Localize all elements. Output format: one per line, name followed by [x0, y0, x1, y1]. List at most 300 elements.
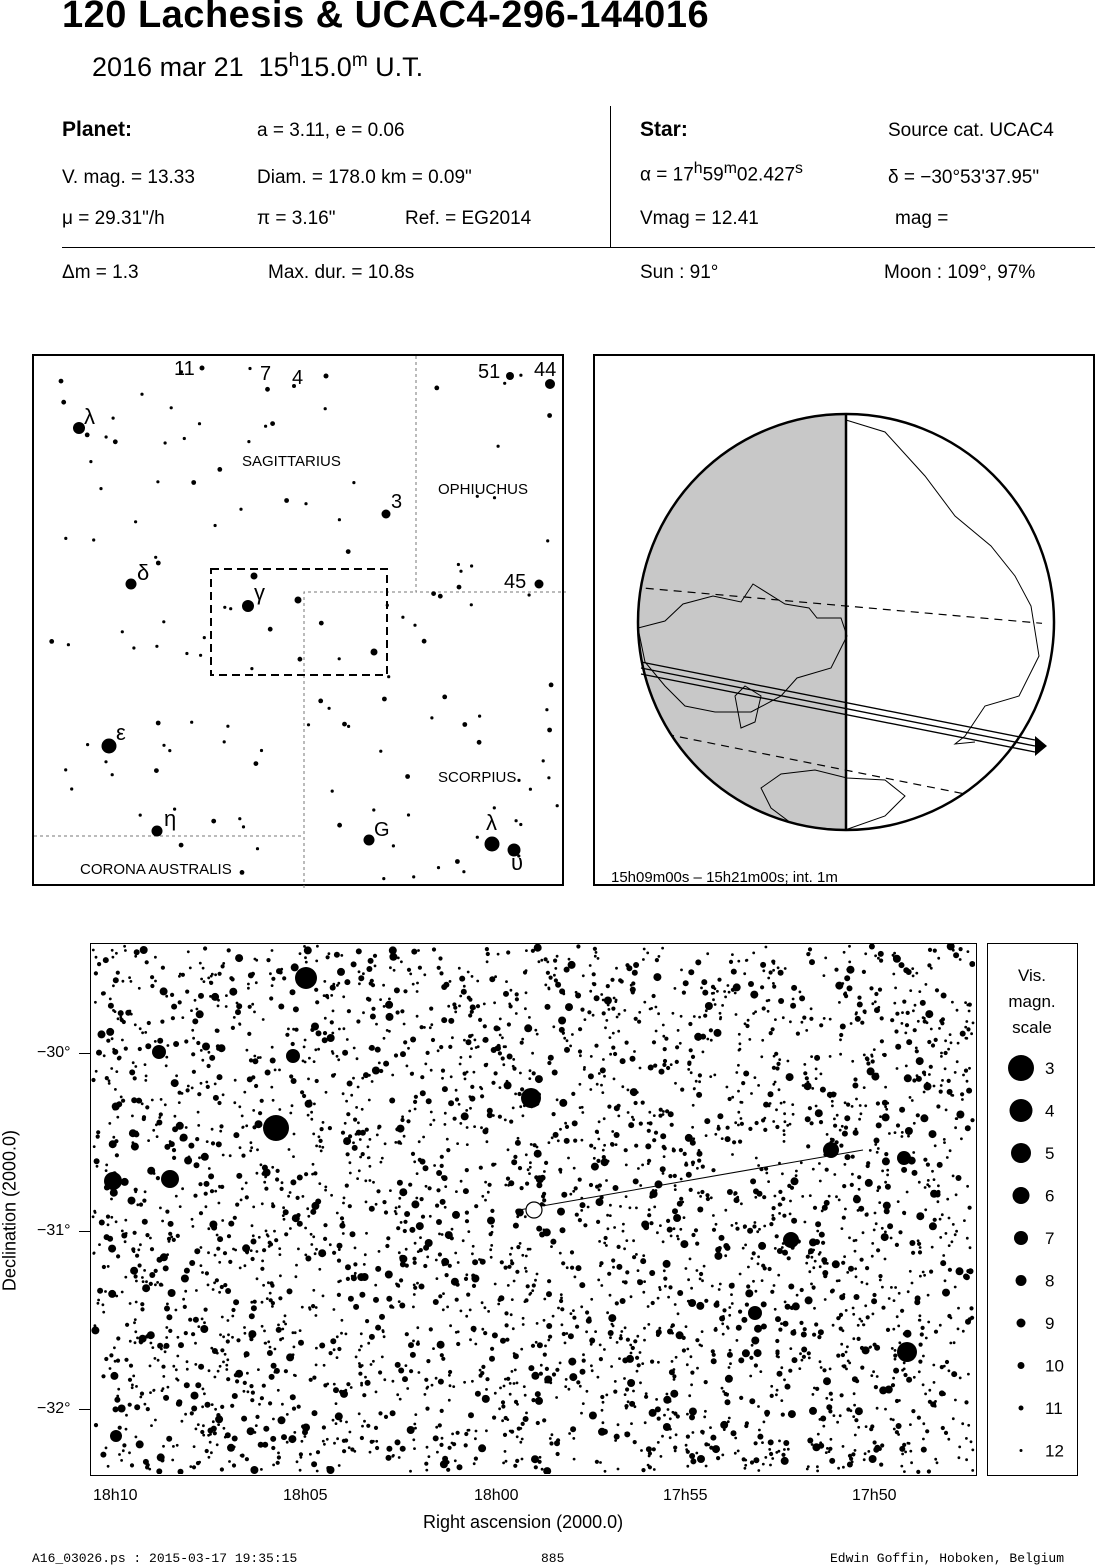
field-star	[412, 1340, 415, 1343]
field-star	[846, 1345, 849, 1348]
field-star	[789, 1213, 792, 1216]
field-star	[606, 984, 610, 988]
field-star	[899, 1107, 905, 1113]
field-star	[783, 1140, 786, 1143]
field-star	[675, 1045, 679, 1049]
field-star	[312, 1410, 318, 1416]
field-star	[525, 1153, 528, 1156]
finder-star	[485, 837, 500, 852]
field-star	[638, 1011, 641, 1014]
field-star	[405, 1332, 409, 1336]
field-star	[855, 1128, 858, 1131]
field-star	[248, 1330, 256, 1338]
finder-star	[260, 749, 263, 752]
field-star	[549, 1381, 552, 1384]
field-star	[710, 1039, 713, 1042]
bright-star	[152, 1045, 166, 1059]
field-star	[227, 1234, 231, 1238]
field-star	[715, 1223, 718, 1226]
field-star	[172, 1238, 176, 1242]
field-star	[149, 1391, 152, 1394]
field-star	[525, 969, 528, 972]
field-star	[270, 1086, 273, 1089]
field-star	[751, 1257, 754, 1260]
field-star	[572, 1316, 576, 1320]
field-star	[286, 1413, 289, 1416]
field-star	[728, 1314, 731, 1317]
field-star	[807, 1465, 810, 1468]
field-star	[160, 1098, 163, 1101]
field-star	[765, 946, 768, 949]
field-star	[197, 1111, 200, 1114]
field-star	[326, 1383, 329, 1386]
field-star	[459, 1122, 462, 1125]
field-star	[786, 1124, 789, 1127]
field-star	[181, 1016, 184, 1019]
field-star	[412, 1438, 415, 1441]
field-star	[460, 1310, 463, 1313]
field-star	[968, 1206, 972, 1210]
field-star	[247, 1390, 250, 1393]
field-star	[765, 1172, 768, 1175]
field-star	[886, 1328, 890, 1332]
field-star	[702, 990, 708, 996]
field-star	[632, 1118, 635, 1121]
field-star	[769, 970, 773, 974]
field-star	[314, 988, 318, 992]
field-star	[299, 1469, 302, 1472]
field-star	[499, 1387, 502, 1390]
field-star	[941, 1426, 945, 1430]
field-star	[181, 973, 185, 977]
field-star	[292, 1331, 295, 1334]
field-star	[499, 1086, 502, 1089]
field-star	[474, 1343, 477, 1346]
field-star	[448, 1399, 451, 1402]
field-star	[796, 1294, 799, 1297]
field-star	[437, 966, 441, 970]
field-star	[213, 1095, 219, 1101]
field-star	[211, 973, 214, 976]
field-star	[326, 955, 330, 959]
field-star	[819, 1023, 823, 1027]
field-star	[734, 992, 737, 995]
field-star	[249, 1313, 255, 1319]
finder-star	[401, 616, 404, 619]
field-star	[640, 1258, 646, 1264]
field-star	[869, 944, 875, 950]
field-star	[375, 1266, 381, 1272]
field-star	[866, 1164, 870, 1168]
field-star	[184, 1268, 190, 1274]
field-star	[873, 1440, 877, 1444]
field-star	[490, 1209, 494, 1213]
field-star	[124, 1276, 127, 1279]
field-star	[251, 1003, 254, 1006]
field-star	[100, 1452, 106, 1458]
field-star	[142, 1199, 146, 1203]
field-star	[619, 1205, 622, 1208]
field-star	[543, 1467, 551, 1474]
field-star	[403, 1229, 407, 1233]
field-star	[157, 1359, 160, 1362]
finder-chart	[32, 354, 564, 886]
field-star	[161, 1220, 164, 1223]
field-star	[540, 959, 543, 962]
field-star	[696, 1167, 699, 1170]
field-star	[721, 1454, 724, 1457]
field-star	[706, 952, 709, 955]
field-star	[824, 1298, 827, 1301]
field-star	[622, 1223, 625, 1226]
field-star	[364, 1376, 367, 1379]
field-star	[154, 1283, 157, 1286]
field-star	[251, 1239, 257, 1245]
field-star	[725, 1399, 731, 1405]
field-star	[349, 1161, 352, 1164]
field-star	[768, 1439, 774, 1445]
field-star	[942, 1254, 945, 1257]
field-star	[686, 1465, 689, 1468]
finder-star	[497, 445, 500, 448]
field-star	[943, 1138, 946, 1141]
field-star	[870, 1374, 873, 1377]
field-star	[689, 1048, 693, 1052]
field-star	[885, 1186, 888, 1189]
field-star	[643, 1224, 649, 1230]
field-star	[106, 1028, 114, 1036]
field-star	[738, 1310, 742, 1314]
field-star	[426, 1098, 432, 1104]
field-star	[699, 1344, 702, 1347]
bright-star	[521, 1088, 541, 1108]
field-star	[663, 1047, 667, 1051]
field-star	[134, 1318, 137, 1321]
finder-star	[154, 556, 157, 559]
field-star	[622, 1357, 628, 1363]
field-star	[559, 1362, 562, 1365]
field-star	[461, 989, 467, 995]
field-star	[966, 1269, 970, 1273]
field-star	[120, 1096, 123, 1099]
field-star	[692, 1104, 695, 1107]
field-star	[674, 1450, 677, 1453]
field-star	[550, 1239, 556, 1245]
field-star	[93, 1252, 96, 1255]
field-star	[271, 949, 274, 952]
field-star	[498, 1407, 501, 1410]
field-star	[969, 961, 975, 967]
field-star	[204, 1181, 210, 1187]
field-star	[918, 1181, 921, 1184]
field-star	[258, 1111, 262, 1115]
field-star	[564, 1385, 567, 1388]
finder-star	[307, 723, 310, 726]
field-star	[624, 1148, 628, 1152]
field-star	[375, 1047, 381, 1053]
field-star	[814, 1260, 817, 1263]
field-star	[860, 1366, 864, 1370]
field-star	[278, 1247, 281, 1250]
field-star	[341, 1131, 345, 1135]
field-star	[473, 1007, 476, 1010]
field-star	[842, 1131, 848, 1137]
field-star	[601, 1409, 604, 1412]
field-star	[231, 1315, 234, 1318]
field-star	[639, 1067, 642, 1070]
field-star	[783, 1440, 789, 1446]
field-star	[817, 1433, 820, 1436]
field-star	[668, 1285, 672, 1289]
field-star	[361, 1273, 369, 1281]
field-star	[118, 1405, 126, 1413]
field-star	[114, 1360, 117, 1363]
field-star	[596, 1220, 600, 1224]
field-star	[91, 1326, 99, 1334]
legend-label-mag-10: 10	[1045, 1356, 1064, 1376]
field-star	[895, 1430, 899, 1434]
field-star	[370, 1440, 374, 1444]
globe-time-caption: 15h09m00s – 15h21m00s; int. 1m	[611, 869, 838, 886]
field-star	[269, 1374, 275, 1380]
field-star	[438, 1423, 442, 1427]
finder-star	[337, 823, 342, 828]
field-star	[701, 1165, 705, 1169]
field-star	[533, 1143, 537, 1147]
field-star	[356, 948, 362, 954]
field-star	[869, 1346, 872, 1349]
field-star	[323, 1443, 326, 1446]
field-star	[214, 1408, 217, 1411]
field-star	[227, 948, 231, 952]
field-star	[755, 1121, 759, 1125]
field-star	[513, 1280, 516, 1283]
field-star	[647, 1122, 650, 1125]
field-star	[435, 1204, 439, 1208]
field-star	[804, 1082, 812, 1090]
field-star	[319, 1139, 323, 1143]
field-star	[912, 1151, 915, 1154]
field-star	[441, 1233, 444, 1236]
field-star	[198, 1461, 201, 1464]
field-star	[630, 1352, 633, 1355]
field-star	[316, 1030, 322, 1036]
field-star	[658, 955, 661, 958]
field-star	[530, 1143, 533, 1146]
field-star	[859, 1318, 862, 1321]
field-star	[519, 1242, 522, 1245]
field-star	[756, 1230, 759, 1233]
field-star	[941, 993, 947, 999]
field-star	[516, 1403, 519, 1406]
field-star	[451, 1228, 454, 1231]
field-star	[885, 1108, 888, 1111]
field-star	[937, 1200, 940, 1203]
finder-star	[342, 722, 347, 727]
star-mag: mag =	[895, 208, 949, 229]
finder-star	[422, 639, 427, 644]
field-star	[557, 1307, 560, 1310]
field-star	[881, 1306, 885, 1310]
field-star	[688, 1022, 692, 1026]
field-star	[731, 1153, 734, 1156]
field-star	[819, 1120, 823, 1124]
field-star	[801, 1359, 804, 1362]
finder-star	[70, 787, 73, 790]
field-star	[746, 959, 749, 962]
field-star	[778, 1058, 781, 1061]
field-star	[757, 1255, 760, 1258]
field-star	[691, 1126, 694, 1129]
field-star	[534, 1150, 542, 1158]
finder-star	[517, 779, 520, 782]
field-star	[823, 1017, 826, 1020]
field-star	[712, 998, 715, 1001]
field-star	[441, 1175, 445, 1179]
field-star	[769, 1222, 773, 1226]
field-star	[663, 1396, 671, 1404]
field-star	[970, 1118, 974, 1122]
field-star	[623, 1009, 626, 1012]
field-star	[450, 1075, 453, 1078]
field-star	[357, 1121, 360, 1124]
field-star	[350, 1231, 356, 1237]
field-star	[515, 1140, 521, 1146]
field-star	[767, 1010, 770, 1013]
field-star	[528, 1077, 531, 1080]
field-star	[620, 1298, 626, 1304]
field-star	[171, 1079, 179, 1087]
max-duration: Max. dur. = 10.8s	[268, 262, 415, 283]
field-star	[784, 1301, 787, 1304]
field-star	[953, 1341, 956, 1344]
field-star	[748, 1127, 752, 1131]
field-star	[365, 1128, 368, 1131]
field-star	[747, 1228, 753, 1234]
field-star	[342, 1449, 346, 1453]
field-star	[750, 1178, 756, 1184]
field-star	[945, 1109, 948, 1112]
field-star	[907, 1290, 910, 1293]
field-star	[960, 1092, 964, 1096]
field-star	[113, 1346, 116, 1349]
field-star	[394, 1141, 397, 1144]
field-star	[150, 1247, 154, 1251]
field-star	[971, 1469, 974, 1472]
field-star	[449, 1324, 452, 1327]
field-star	[358, 1412, 361, 1415]
field-star	[151, 1346, 154, 1349]
field-star	[548, 1055, 554, 1061]
field-star	[860, 1021, 864, 1025]
field-star	[857, 1324, 860, 1327]
field-star	[230, 1404, 234, 1408]
field-star	[500, 1260, 504, 1264]
finder-star	[247, 440, 250, 443]
field-star	[754, 1010, 757, 1013]
field-star	[723, 990, 726, 993]
field-star	[194, 1363, 197, 1366]
field-star	[113, 1406, 119, 1412]
finder-star	[256, 847, 259, 850]
field-star	[367, 1157, 370, 1160]
field-star	[202, 1388, 205, 1391]
field-star	[245, 1182, 248, 1185]
field-star	[757, 1262, 760, 1265]
field-star	[220, 1467, 224, 1471]
field-star	[529, 1292, 532, 1295]
field-star	[336, 1212, 339, 1215]
field-star	[226, 1377, 230, 1381]
finder-star	[547, 728, 552, 733]
field-star	[132, 1375, 135, 1378]
field-star	[608, 1330, 614, 1336]
field-star	[524, 1298, 528, 1302]
field-star	[458, 1103, 461, 1106]
field-star	[594, 955, 597, 958]
field-star	[625, 1041, 629, 1045]
field-star	[255, 1415, 259, 1419]
field-star	[565, 1125, 569, 1129]
finder-star	[164, 441, 167, 444]
field-star	[491, 1231, 494, 1234]
field-star	[833, 1124, 837, 1128]
field-star	[221, 1316, 224, 1319]
field-star	[353, 1304, 359, 1310]
field-star	[209, 1441, 212, 1444]
field-star	[168, 1221, 174, 1227]
field-star	[672, 1148, 676, 1152]
field-star	[874, 954, 877, 957]
field-star	[770, 1290, 774, 1294]
field-star	[342, 1092, 345, 1095]
field-star	[272, 1418, 275, 1421]
field-star	[636, 1370, 639, 1373]
field-star	[360, 1382, 363, 1385]
field-star	[108, 1082, 111, 1085]
field-star	[381, 1356, 384, 1359]
field-star	[576, 1265, 582, 1271]
field-star	[289, 1227, 292, 1230]
field-star	[925, 1337, 928, 1340]
field-star	[304, 956, 307, 959]
field-star	[612, 1266, 615, 1269]
field-star	[389, 953, 397, 961]
field-star	[815, 1077, 818, 1080]
field-star	[154, 1357, 157, 1360]
field-star	[751, 1344, 754, 1347]
field-star	[783, 1112, 786, 1115]
field-star	[948, 1244, 951, 1247]
field-star	[878, 1447, 882, 1451]
finder-star	[459, 570, 462, 573]
field-star	[432, 947, 436, 951]
field-star	[785, 1304, 791, 1310]
legend-dot-mag-3	[1008, 1055, 1034, 1081]
field-star	[164, 1256, 167, 1259]
field-star	[590, 1055, 593, 1058]
field-star	[483, 1395, 486, 1398]
field-star	[407, 968, 411, 972]
field-star	[198, 1182, 202, 1186]
field-star	[613, 1185, 619, 1191]
field-star	[444, 1206, 447, 1209]
field-star	[474, 1204, 478, 1208]
field-star	[116, 1336, 120, 1340]
field-star	[913, 1122, 916, 1125]
field-star	[814, 1055, 820, 1061]
field-star	[134, 1404, 140, 1410]
